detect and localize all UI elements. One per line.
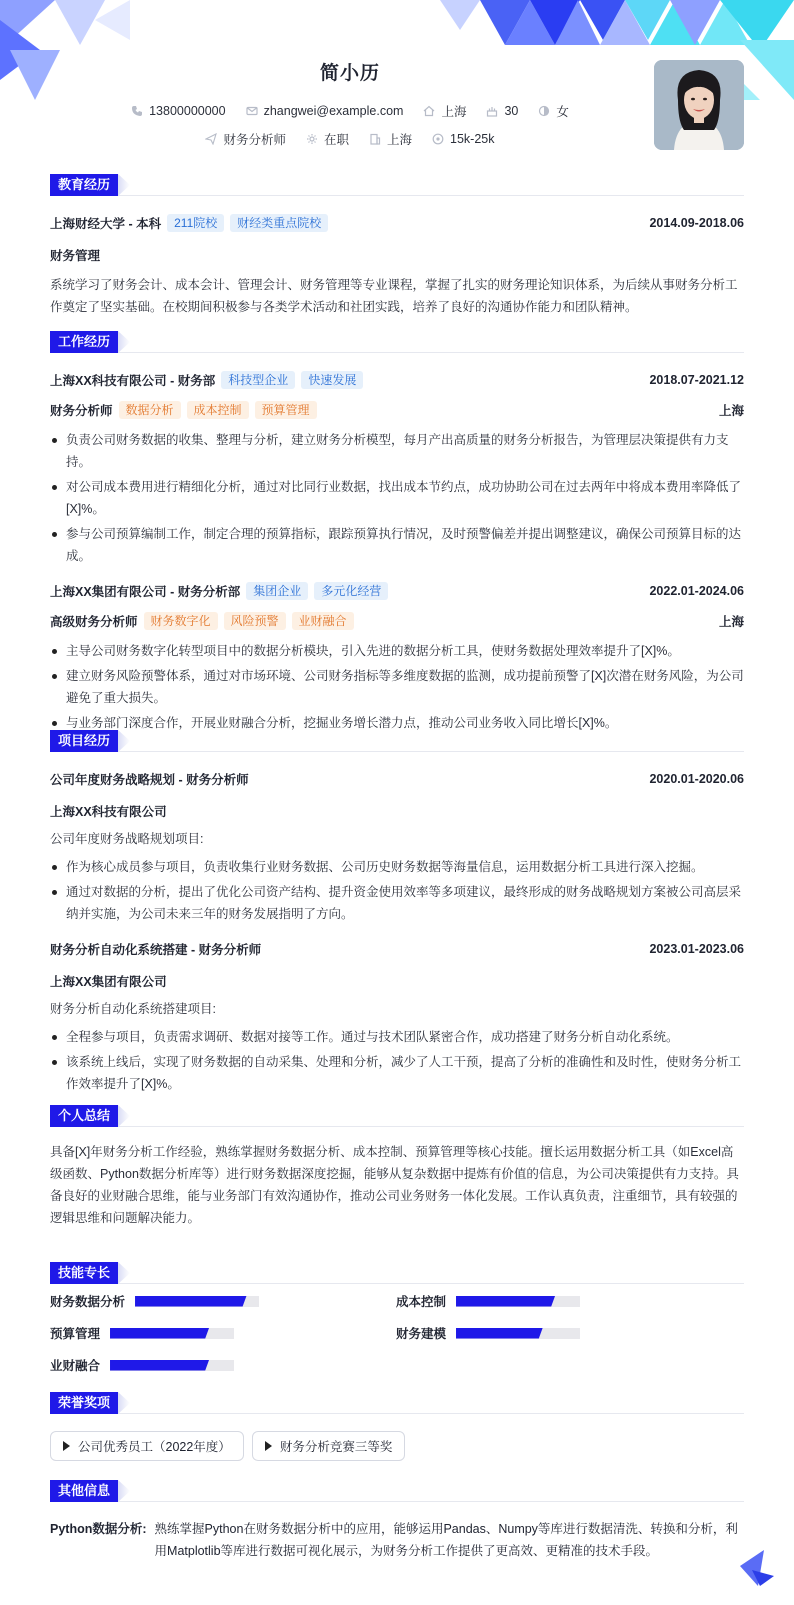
work-company-row <box>50 371 744 389</box>
skill-fill <box>110 1360 209 1371</box>
portrait-image <box>654 60 744 150</box>
work-company: 上海XX集团有限公司 - 财务分析部 <box>50 585 241 599</box>
list-item: 作为核心成员参与项目，负责收集行业财务数据、公司历史财务数据等海量信息，运用数据分析工具进行深入挖掘。 <box>50 856 744 878</box>
play-icon <box>265 1441 272 1451</box>
contact-line <box>0 102 700 120</box>
awards-list <box>50 1431 744 1461</box>
skill-bar <box>110 1328 234 1339</box>
skill-item <box>50 1324 234 1342</box>
gender-icon <box>538 105 550 117</box>
skill-item <box>396 1292 580 1310</box>
salary-text: 15k-25k <box>450 132 495 146</box>
work-section <box>50 331 744 737</box>
other-header <box>50 1480 744 1502</box>
skill-bar <box>456 1328 580 1339</box>
education-header <box>50 174 744 196</box>
company-tag: 科技型企业 <box>221 371 295 389</box>
other-key: Python数据分析: <box>50 1522 147 1536</box>
work-date: 2022.01-2024.06 <box>649 584 744 598</box>
skill-bar <box>456 1296 580 1307</box>
work-bullets <box>50 640 744 734</box>
position-item <box>205 130 286 148</box>
awards-title: 荣誉奖项 <box>50 1392 118 1414</box>
award-item <box>50 1431 244 1461</box>
skill-fill <box>456 1328 543 1339</box>
project-name: 公司年度财务战略规划 - 财务分析师 <box>50 773 249 787</box>
gender-item <box>538 102 569 120</box>
skill-item <box>396 1324 580 1342</box>
company-tag: 集团企业 <box>246 582 308 600</box>
list-item: 对公司成本费用进行精细化分析，通过对比同行业数据，找出成本节约点，成功协助公司在过去两年中将成本费用率降低了[X]%。 <box>50 476 744 520</box>
list-item: 建立财务风险预警体系，通过对市场环境、公司财务指标等多维度数据的监测，成功提前预警了[X]次潜在财务风险，为公司避免了重大损失。 <box>50 665 744 709</box>
other-title: 其他信息 <box>50 1480 118 1502</box>
education-title: 教育经历 <box>50 174 118 196</box>
project-date: 2023.01-2023.06 <box>649 942 744 956</box>
home-icon <box>423 105 435 117</box>
company-tag: 快速发展 <box>301 371 363 389</box>
award-label: 财务分析竞赛三等奖 <box>279 1440 393 1454</box>
awards-section <box>50 1392 744 1461</box>
project-title-row <box>50 770 744 788</box>
cake-icon <box>486 105 498 117</box>
role-tag: 数据分析 <box>119 401 181 419</box>
role-tag: 财务数字化 <box>144 612 218 630</box>
gear-icon <box>306 133 318 145</box>
school-name: 上海财经大学 - 本科 <box>50 217 162 231</box>
work-company-row <box>50 582 744 600</box>
skills-section <box>50 1262 744 1392</box>
skill-item <box>50 1292 259 1310</box>
project-bullets <box>50 856 744 925</box>
role-tag: 预算管理 <box>255 401 317 419</box>
target-city-item <box>369 130 412 148</box>
city-item <box>423 102 466 120</box>
position-text: 财务分析师 <box>223 133 286 147</box>
work-item <box>50 371 744 567</box>
project-section <box>50 730 744 1098</box>
education-section <box>50 174 744 318</box>
list-item: 与业务部门深度合作，开展业财融合分析，挖掘业务增长潜力点，推动公司业务收入同比增长[X]%。 <box>50 712 744 734</box>
education-major: 财务管理 <box>50 249 101 263</box>
work-location: 上海 <box>718 615 744 629</box>
education-date: 2014.09-2018.06 <box>649 216 744 230</box>
skill-fill <box>135 1296 247 1307</box>
email-text: zhangwei@example.com <box>263 104 404 118</box>
summary-text: 具备[X]年财务分析工作经验，熟练掌握财务数据分析、成本控制、预算管理等核心技能。擅长运用数据分析工具（如Excel高级函数、Python数据分析库等）进行财务数据深度挖掘，能够从复杂数据中提炼有价值的信息，为公司决策提供有力支持。具备良好的业财融合思维，能与业务部门有效沟通协作，推动公司业务财务一体化发展。工作认真负责，注重细节，具有较强的逻辑思维和问题解决能力。 <box>50 1145 739 1225</box>
project-item <box>50 770 744 925</box>
summary-title: 个人总结 <box>50 1105 118 1127</box>
project-intro: 财务分析自动化系统搭建项目: <box>50 1002 216 1016</box>
project-title-row <box>50 940 744 958</box>
corner-decoration <box>734 1546 778 1590</box>
work-bullets <box>50 429 744 567</box>
education-row <box>50 214 744 232</box>
profile-photo <box>654 60 744 150</box>
work-company: 上海XX科技有限公司 - 财务部 <box>50 374 216 388</box>
email-item <box>246 104 404 118</box>
company-tag: 多元化经营 <box>314 582 388 600</box>
skill-name: 成本控制 <box>396 1295 447 1309</box>
candidate-name: 简小历 <box>319 63 380 84</box>
work-role-row <box>50 612 744 630</box>
work-item <box>50 582 744 734</box>
play-icon <box>63 1441 70 1451</box>
project-date: 2020.01-2020.06 <box>649 772 744 786</box>
project-bullets <box>50 1026 744 1095</box>
status-text: 在职 <box>324 133 350 147</box>
list-item: 通过对数据的分析，提出了优化公司资产结构、提升资金使用效率等多项建议，最终形成的财务战略规划方案被公司高层采纳并实施，为公司未来三年的财务发展指明了方向。 <box>50 881 744 925</box>
list-item: 主导公司财务数字化转型项目中的数据分析模块，引入先进的数据分析工具，使财务数据处理效率提升了[X]%。 <box>50 640 744 662</box>
list-item: 该系统上线后，实现了财务数据的自动采集、处理和分析，减少了人工干预，提高了分析的准确性和及时性，使财务分析工作效率提升了[X]%。 <box>50 1051 744 1095</box>
age-text: 30 <box>504 104 519 118</box>
target-city-text: 上海 <box>387 133 413 147</box>
gender-text: 女 <box>556 105 569 119</box>
age-item <box>486 104 518 118</box>
send-icon <box>205 133 217 145</box>
skill-bar <box>110 1360 234 1371</box>
money-icon <box>432 133 444 145</box>
project-title: 项目经历 <box>50 730 118 752</box>
skill-name: 预算管理 <box>50 1327 101 1341</box>
project-intro: 公司年度财务战略规划项目: <box>50 832 204 846</box>
role-tag: 成本控制 <box>187 401 249 419</box>
work-role-row <box>50 401 744 419</box>
work-location: 上海 <box>718 404 744 418</box>
other-row <box>50 1518 744 1562</box>
skill-fill <box>456 1296 555 1307</box>
skills-title: 技能专长 <box>50 1262 118 1284</box>
list-item: 负责公司财务数据的收集、整理与分析，建立财务分析模型，每月产出高质量的财务分析报告，为管理层决策提供有力支持。 <box>50 429 744 473</box>
skill-name: 财务数据分析 <box>50 1295 126 1309</box>
award-item <box>252 1431 406 1461</box>
skill-name: 财务建模 <box>396 1327 447 1341</box>
project-item <box>50 940 744 1095</box>
list-item: 全程参与项目，负责需求调研、数据对接等工作。通过与技术团队紧密合作，成功搭建了财务分析自动化系统。 <box>50 1026 744 1048</box>
city-text: 上海 <box>441 105 467 119</box>
list-item: 参与公司预算编制工作，制定合理的预算指标，跟踪预算执行情况，及时预警偏差并提出调整建议，确保公司预算目标的达成。 <box>50 523 744 567</box>
project-company: 上海XX集团有限公司 <box>50 975 167 989</box>
award-label: 公司优秀员工（2022年度） <box>78 1440 231 1454</box>
other-value: 熟练掌握Python在财务数据分析中的应用，能够运用Pandas、Numpy等库进行数据清洗、转换和分析，利用Matplotlib等库进行数据可视化展示，为财务分析工作提供了更高效、更精准的技术手段。 <box>154 1522 738 1558</box>
project-header <box>50 730 744 752</box>
job-intent-line <box>0 130 700 148</box>
building-icon <box>369 133 381 145</box>
mail-icon <box>246 105 258 117</box>
project-name: 财务分析自动化系统搭建 - 财务分析师 <box>50 943 262 957</box>
phone-text: 13800000000 <box>149 104 226 118</box>
skill-name: 业财融合 <box>50 1359 101 1373</box>
phone-icon <box>131 105 143 117</box>
phone-item <box>131 104 225 118</box>
work-role: 财务分析师 <box>50 404 113 418</box>
school-tag: 211院校 <box>167 214 224 232</box>
education-desc: 系统学习了财务会计、成本会计、管理会计、财务管理等专业课程，掌握了扎实的财务理论知识体系，为后续从事财务分析工作奠定了坚实基础。在校期间积极参与各类学术活动和社团实践，培养了良好的沟通协作能力和团队精神。 <box>50 278 738 314</box>
role-tag: 风险预警 <box>224 612 286 630</box>
salary-item <box>432 132 494 146</box>
summary-header <box>50 1105 744 1127</box>
skills-header <box>50 1262 744 1284</box>
work-date: 2018.07-2021.12 <box>649 373 744 387</box>
work-header <box>50 331 744 353</box>
work-title: 工作经历 <box>50 331 118 353</box>
awards-header <box>50 1392 744 1414</box>
project-company: 上海XX科技有限公司 <box>50 805 167 819</box>
skill-fill <box>110 1328 209 1339</box>
status-item <box>306 130 349 148</box>
work-role: 高级财务分析师 <box>50 615 138 629</box>
skill-bar <box>135 1296 259 1307</box>
other-section <box>50 1480 744 1562</box>
skill-item <box>50 1356 234 1374</box>
role-tag: 业财融合 <box>292 612 354 630</box>
school-tag: 财经类重点院校 <box>230 214 328 232</box>
summary-section <box>50 1105 744 1229</box>
